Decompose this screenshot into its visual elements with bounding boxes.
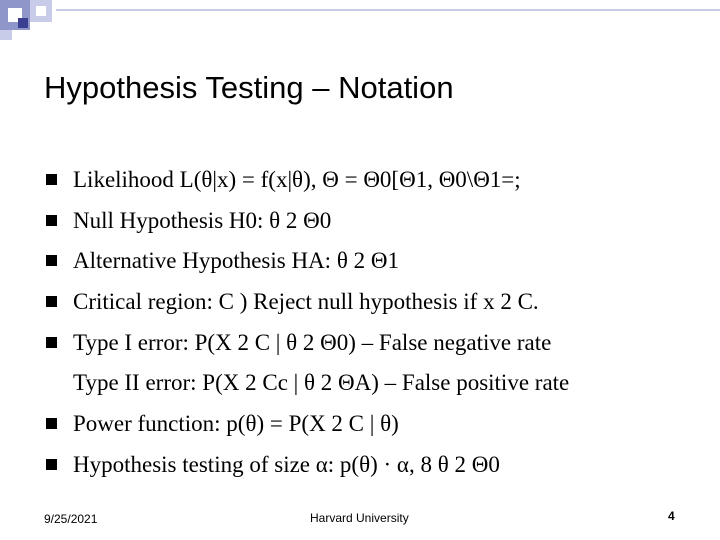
decorative-square	[36, 6, 46, 16]
decorative-line	[56, 9, 720, 11]
list-item	[44, 404, 714, 445]
list-item	[44, 323, 714, 364]
bullet-text: Critical region: C ) Reject null hypothesis if x 2 C.	[73, 289, 539, 315]
list-item	[44, 282, 714, 323]
square-bullet-icon	[46, 296, 57, 307]
list-item	[44, 160, 714, 201]
footer-date: 9/25/2021	[44, 512, 98, 526]
decorative-square	[18, 18, 28, 28]
square-bullet-icon	[46, 418, 57, 429]
bullet-text: Hypothesis testing of size α: p(θ) · α, 8 θ 2 Θ0	[73, 451, 500, 477]
bullet-text: Type I error: P(X 2 C | θ 2 Θ0) – False negative rate	[73, 329, 552, 355]
bullet-text: Power function: p(θ) = P(X 2 C | θ)	[73, 411, 399, 437]
square-bullet-icon	[46, 215, 57, 226]
square-bullet-icon	[46, 255, 57, 266]
square-bullet-icon	[46, 337, 57, 348]
bullet-text: Alternative Hypothesis HA: θ 2 Θ1	[73, 248, 399, 274]
list-item	[44, 201, 714, 242]
list-item-continuation	[44, 363, 714, 404]
bullet-text: Type II error: P(X 2 Cc | θ 2 ΘA) – False positive rate	[73, 370, 570, 396]
page-number: 4	[668, 509, 675, 523]
slide-title: Hypothesis Testing – Notation	[44, 70, 454, 105]
footer-organization: Harvard University	[310, 511, 409, 525]
list-item	[44, 241, 714, 282]
decorative-header-pattern	[0, 0, 720, 40]
decorative-square	[0, 30, 12, 40]
bullet-text: Null Hypothesis H0: θ 2 Θ0	[73, 207, 332, 233]
bullet-list	[44, 160, 714, 486]
square-bullet-icon	[46, 459, 57, 470]
bullet-text: Likelihood L(θ|x) = f(x|θ), Θ = Θ0[Θ1, Θ0\Θ1=;	[73, 167, 521, 192]
list-item	[44, 445, 714, 486]
square-bullet-icon	[46, 174, 57, 185]
